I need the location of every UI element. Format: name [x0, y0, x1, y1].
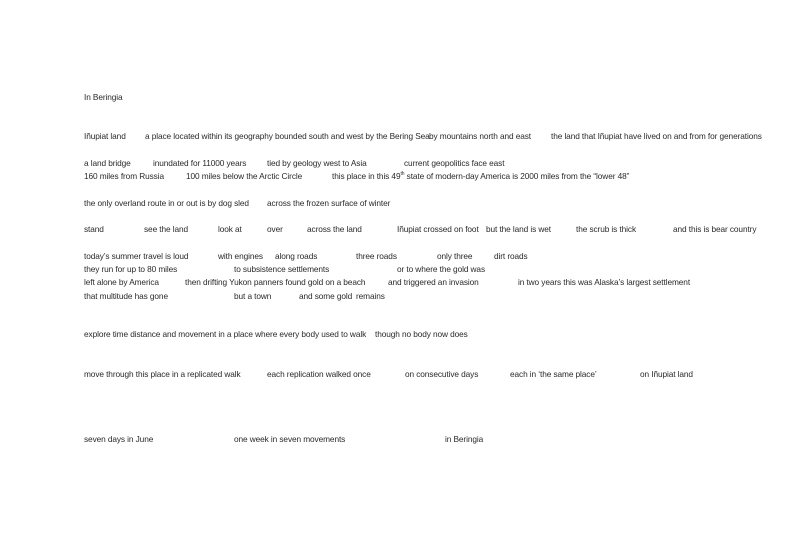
text-fragment-part: state of modern-day America is 2000 miles from the “lower 48” [404, 171, 630, 181]
text-fragment: that multitude has gone [84, 291, 168, 301]
text-fragment: move through this place in a replicated walk [84, 369, 241, 379]
text-fragment: 100 miles below the Arctic Circle [186, 171, 303, 181]
text-fragment: a land bridge [84, 158, 131, 168]
text-fragment: and triggered an invasion [388, 277, 479, 287]
text-fragment: but a town [234, 291, 272, 301]
text-fragment: over [267, 224, 283, 234]
text-fragment: by mountains north and east [429, 131, 531, 141]
text-fragment: the only overland route in or out is by dog sled [84, 198, 249, 208]
text-fragment: one week in seven movements [234, 434, 346, 444]
text-fragment: the scrub is thick [576, 224, 636, 234]
text-fragment: today’s summer travel is loud [84, 251, 189, 261]
text-fragment: and some gold [299, 291, 353, 301]
page-title: In Beringia [84, 92, 123, 102]
text-fragment: to subsistence settlements [234, 264, 330, 274]
text-fragment: the land that Iñupiat have lived on and from for generations [551, 131, 762, 141]
text-fragment: on Iñupiat land [640, 369, 693, 379]
text-fragment: Iñupiat crossed on foot [397, 224, 479, 234]
text-fragment: seven days in June [84, 434, 154, 444]
text-fragment: though no body now does [375, 329, 468, 339]
text-fragment: stand [84, 224, 104, 234]
text-fragment: tied by geology west to Asia [267, 158, 367, 168]
text-fragment: they run for up to 80 miles [84, 264, 178, 274]
text-fragment: across the frozen surface of winter [267, 198, 391, 208]
text-fragment-part: this place in this 49 [332, 171, 401, 181]
text-fragment: see the land [144, 224, 189, 234]
text-fragment: or to where the gold was [397, 264, 485, 274]
text-fragment: Iñupiat land [84, 131, 126, 141]
text-fragment: inundated for 11000 years [153, 158, 247, 168]
text-fragment: dirt roads [494, 251, 528, 261]
text-fragment: but the land is wet [486, 224, 551, 234]
text-fragment: along roads [275, 251, 318, 261]
text-fragment: on consecutive days [405, 369, 479, 379]
text-fragment: in Beringia [445, 434, 484, 444]
text-fragment: with engines [218, 251, 263, 261]
text-fragment: each replication walked once [267, 369, 371, 379]
text-fragment: current geopolitics face east [404, 158, 505, 168]
text-fragment: each in ‘the same place’ [510, 369, 597, 379]
text-fragment: left alone by America [84, 277, 159, 287]
text-fragment: look at [218, 224, 242, 234]
text-fragment: a place located within its geography [145, 131, 273, 141]
text-fragment: bounded south and west by the Bering Sea [275, 131, 430, 141]
text-fragment: explore time distance and movement in a place where every body used to walk [84, 329, 367, 339]
text-fragment: in two years this was Alaska’s largest settlement [518, 277, 691, 287]
text-fragment: and this is bear country [673, 224, 757, 234]
text-fragment: only three [437, 251, 473, 261]
text-fragment: remains [356, 291, 385, 301]
text-fragment: 160 miles from Russia [84, 171, 164, 181]
text-fragment [332, 170, 629, 182]
text-fragment: across the land [307, 224, 362, 234]
ordinal-suffix: th [400, 171, 405, 178]
text-fragment: three roads [356, 251, 397, 261]
text-fragment: then drifting Yukon panners found gold on a beach [185, 277, 366, 287]
